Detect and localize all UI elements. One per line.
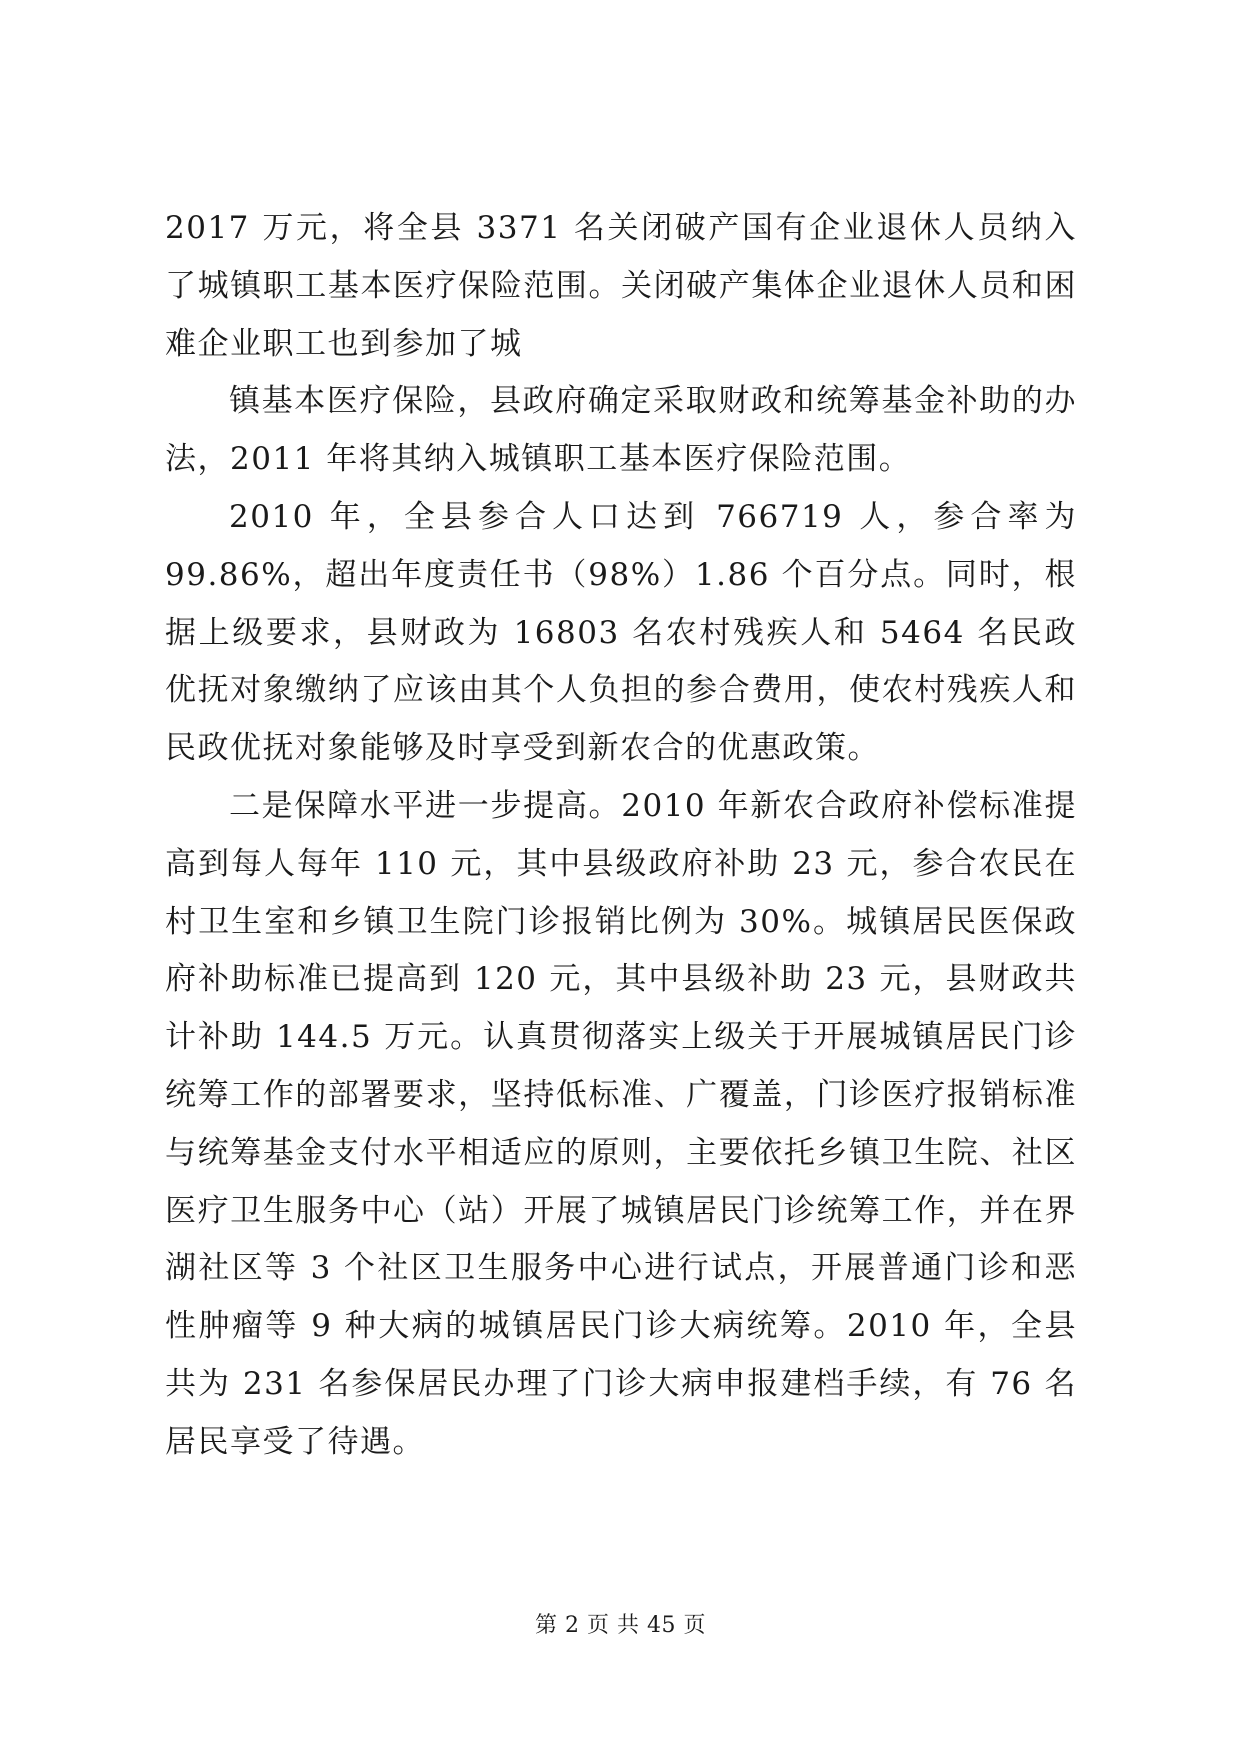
document-body <box>165 200 1077 1472</box>
page-number-footer: 第 2 页 共 45 页 <box>535 1613 706 1638</box>
paragraph-1: 2017 万元，将全县 3371 名关闭破产国有企业退休人员纳入了城镇职工基本医疗保险范围。关闭破产集体企业退休人员和困难企业职工也到参加了城 <box>165 210 1077 362</box>
paragraph-3: 2010 年，全县参合人口达到 766719 人，参合率为 99.86%，超出年度责任书（98%）1.86 个百分点。同时，根据上级要求，县财政为 16803 名农村残疾人和 5464 名民政优抚对象缴纳了应该由其个人负担的参合费用，使农村残疾人和民政优抚对象能够及时享受到新农合的优惠政策。 <box>165 498 1077 767</box>
paragraph-4: 二是保障水平进一步提高。2010 年新农合政府补偿标准提高到每人每年 110 元，其中县级政府补助 23 元，参合农民在村卫生室和乡镇卫生院门诊报销比例为 30%。城镇居民医保政府补助标准已提高到 120 元，其中县级补助 23 元，县财政共计补助 144.5 万元。认真贯彻落实上级关于开展城镇居民门诊统筹工作的部署要求，坚持低标准、广覆盖，门诊医疗报销标准与统筹基金支付水平相适应的原则，主要依托乡镇卫生院、社区医疗卫生服务中心（站）开展了城镇居民门诊统筹工作，并在界湖社区等 3 个社区卫生服务中心进行试点，开展普通门诊和恶性肿瘤等 9 种大病的城镇居民门诊大病统筹。2010 年，全县共为 231 名参保居民办理了门诊大病申报建档手续，有 76 名居民享受了待遇。 <box>165 787 1077 1460</box>
paragraph-2: 镇基本医疗保险，县政府确定采取财政和统筹基金补助的办法，2011 年将其纳入城镇职工基本医疗保险范围。 <box>165 383 1077 478</box>
